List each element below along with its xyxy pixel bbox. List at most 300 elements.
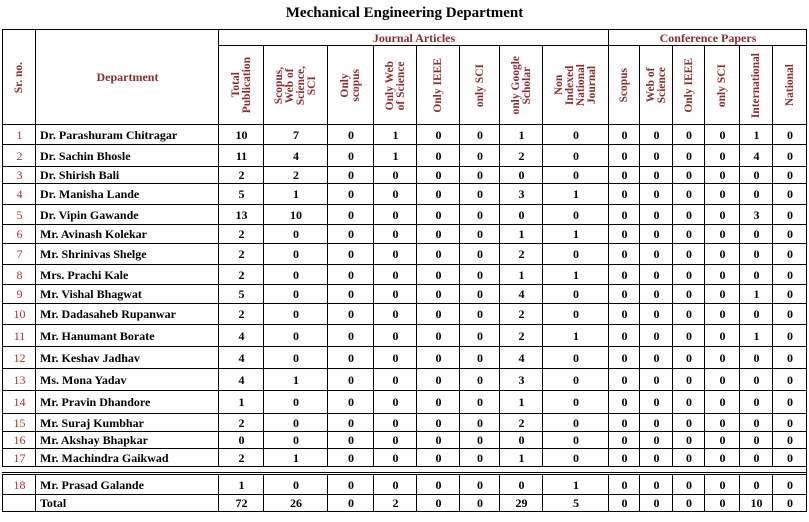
sr-no-cell: 3 — [2, 166, 36, 184]
value-cell: 0 — [772, 324, 807, 347]
value-cell: 0 — [327, 368, 374, 391]
value-cell: 0 — [373, 474, 417, 495]
value-cell: 0 — [639, 346, 673, 369]
sr-no-cell: 15 — [2, 413, 36, 432]
value-cell: 3 — [499, 183, 543, 205]
value-cell: 0 — [542, 243, 609, 265]
value-cell: 0 — [672, 474, 705, 495]
value-cell: 1 — [542, 264, 609, 285]
value-cell: 0 — [459, 243, 500, 265]
value-cell: 0 — [416, 346, 460, 369]
value-cell: 0 — [704, 224, 740, 244]
value-cell: 0 — [772, 431, 807, 449]
column-header — [608, 45, 640, 125]
value-cell: 0 — [263, 284, 328, 304]
sr-no-cell: 7 — [2, 243, 36, 265]
sr-no-cell: 6 — [2, 224, 36, 244]
value-cell: 0 — [739, 166, 773, 184]
total-value: 0 — [772, 494, 807, 512]
value-cell: 0 — [608, 303, 640, 325]
value-cell: 0 — [772, 224, 807, 244]
value-cell: 0 — [608, 243, 640, 265]
value-cell: 0 — [542, 124, 609, 145]
value-cell: 2 — [218, 224, 264, 244]
value-cell: 4 — [218, 324, 264, 347]
value-cell: 0 — [639, 144, 673, 167]
sr-no-header — [2, 29, 36, 125]
value-cell: 0 — [263, 390, 328, 414]
value-cell: 0 — [373, 324, 417, 347]
value-cell: 0 — [459, 284, 500, 304]
value-cell: 0 — [608, 284, 640, 304]
value-cell: 0 — [739, 413, 773, 432]
value-cell: 0 — [327, 144, 374, 167]
value-cell: 0 — [373, 224, 417, 244]
value-cell: 0 — [772, 474, 807, 495]
value-cell: 0 — [739, 368, 773, 391]
value-cell: 0 — [327, 224, 374, 244]
value-cell: 0 — [608, 413, 640, 432]
sr-no-cell: 8 — [2, 264, 36, 285]
value-cell: 2 — [499, 144, 543, 167]
table-border — [806, 29, 807, 511]
value-cell: 2 — [218, 166, 264, 184]
value-cell: 0 — [608, 431, 640, 449]
total-value: 0 — [327, 494, 374, 512]
sr-no-cell: 13 — [2, 368, 36, 391]
value-cell: 1 — [739, 284, 773, 304]
value-cell: 0 — [542, 204, 609, 225]
value-cell: 7 — [263, 124, 328, 145]
value-cell: 2 — [499, 303, 543, 325]
value-cell: 0 — [416, 144, 460, 167]
value-cell: 0 — [416, 303, 460, 325]
value-cell: 0 — [608, 144, 640, 167]
value-cell: 0 — [263, 413, 328, 432]
value-cell: 0 — [459, 204, 500, 225]
value-cell: 5 — [218, 183, 264, 205]
value-cell: 0 — [373, 390, 417, 414]
value-cell: 1 — [218, 390, 264, 414]
value-cell: 0 — [608, 448, 640, 467]
value-cell: 4 — [499, 346, 543, 369]
column-header-label: Only IEEE — [432, 58, 444, 113]
value-cell: 1 — [542, 224, 609, 244]
value-cell: 0 — [672, 303, 705, 325]
value-cell: 1 — [499, 224, 543, 244]
value-cell: 0 — [672, 183, 705, 205]
value-cell: 0 — [772, 166, 807, 184]
value-cell: 0 — [639, 303, 673, 325]
value-cell: 0 — [373, 166, 417, 184]
value-cell: 0 — [327, 243, 374, 265]
value-cell: 0 — [373, 368, 417, 391]
value-cell: 10 — [218, 124, 264, 145]
value-cell: 0 — [704, 431, 740, 449]
column-header — [218, 45, 264, 125]
value-cell: 0 — [608, 368, 640, 391]
value-cell: 0 — [327, 431, 374, 449]
value-cell: 0 — [704, 474, 740, 495]
value-cell: 0 — [499, 431, 543, 449]
value-cell: 0 — [327, 166, 374, 184]
value-cell: 0 — [542, 448, 609, 467]
value-cell: 0 — [739, 264, 773, 285]
sr-no-cell: 10 — [2, 303, 36, 325]
value-cell: 0 — [739, 346, 773, 369]
total-value: 0 — [459, 494, 500, 512]
value-cell: 0 — [704, 368, 740, 391]
column-header — [459, 45, 500, 125]
value-cell: 0 — [639, 431, 673, 449]
value-cell: 0 — [459, 124, 500, 145]
column-header — [416, 45, 460, 125]
value-cell: 0 — [327, 324, 374, 347]
column-header — [542, 45, 609, 125]
value-cell: 2 — [218, 243, 264, 265]
value-cell: 3 — [499, 368, 543, 391]
value-cell: 0 — [639, 183, 673, 205]
value-cell: 0 — [739, 183, 773, 205]
value-cell: 0 — [608, 324, 640, 347]
value-cell: 0 — [459, 346, 500, 369]
value-cell: 4 — [218, 346, 264, 369]
value-cell: 0 — [542, 431, 609, 449]
value-cell: 0 — [416, 204, 460, 225]
sr-no-cell: 18 — [2, 474, 36, 495]
value-cell: 0 — [327, 448, 374, 467]
value-cell: 0 — [459, 368, 500, 391]
value-cell: 0 — [373, 448, 417, 467]
value-cell: 4 — [218, 368, 264, 391]
value-cell: 0 — [373, 431, 417, 449]
value-cell: 0 — [459, 431, 500, 449]
value-cell: 0 — [459, 324, 500, 347]
column-header — [639, 45, 673, 125]
value-cell: 0 — [416, 166, 460, 184]
value-cell: 0 — [373, 284, 417, 304]
value-cell: 1 — [263, 183, 328, 205]
total-value: 5 — [542, 494, 609, 512]
value-cell: 0 — [542, 144, 609, 167]
value-cell: 0 — [672, 346, 705, 369]
column-header — [672, 45, 705, 125]
value-cell: 0 — [772, 243, 807, 265]
value-cell: 0 — [704, 324, 740, 347]
value-cell: 11 — [218, 144, 264, 167]
faculty-name: Dr. Manisha Lande — [35, 183, 219, 205]
value-cell: 2 — [218, 303, 264, 325]
column-header — [327, 45, 374, 125]
value-cell: 0 — [542, 346, 609, 369]
value-cell: 0 — [608, 264, 640, 285]
value-cell: 0 — [639, 390, 673, 414]
value-cell: 3 — [739, 204, 773, 225]
value-cell: 0 — [704, 413, 740, 432]
value-cell: 0 — [739, 243, 773, 265]
value-cell: 0 — [263, 224, 328, 244]
value-cell: 0 — [499, 166, 543, 184]
value-cell: 0 — [263, 474, 328, 495]
value-cell: 0 — [704, 166, 740, 184]
value-cell: 1 — [373, 144, 417, 167]
value-cell: 0 — [263, 303, 328, 325]
total-value: 72 — [218, 494, 264, 512]
value-cell: 0 — [704, 284, 740, 304]
value-cell: 0 — [459, 303, 500, 325]
column-header-label: International — [750, 52, 762, 119]
value-cell: 0 — [704, 448, 740, 467]
value-cell: 1 — [499, 390, 543, 414]
table-border — [2, 511, 807, 512]
value-cell: 0 — [542, 303, 609, 325]
value-cell: 0 — [639, 368, 673, 391]
value-cell: 1 — [263, 368, 328, 391]
value-cell: 0 — [263, 264, 328, 285]
value-cell: 0 — [672, 413, 705, 432]
value-cell: 0 — [416, 413, 460, 432]
sr-no-cell: 12 — [2, 346, 36, 369]
value-cell: 0 — [772, 346, 807, 369]
value-cell: 0 — [672, 224, 705, 244]
value-cell: 0 — [704, 243, 740, 265]
sr-no-cell: 14 — [2, 390, 36, 414]
faculty-name: Mr. Avinash Kolekar — [35, 224, 219, 244]
value-cell: 0 — [672, 264, 705, 285]
sr-no-cell: 2 — [2, 144, 36, 167]
value-cell: 0 — [772, 264, 807, 285]
value-cell: 0 — [459, 166, 500, 184]
faculty-name: Mr. Keshav Jadhav — [35, 346, 219, 369]
column-header-label: Non Indexed National Journal — [553, 64, 598, 107]
value-cell: 0 — [704, 390, 740, 414]
value-cell: 0 — [416, 324, 460, 347]
value-cell: 0 — [459, 448, 500, 467]
total-value: 0 — [639, 494, 673, 512]
value-cell: 4 — [499, 284, 543, 304]
value-cell: 1 — [218, 474, 264, 495]
faculty-name: Mr. Machindra Gaikwad — [35, 448, 219, 467]
column-header — [499, 45, 543, 125]
column-header — [772, 45, 807, 125]
faculty-name: Mr. Akshay Bhapkar — [35, 431, 219, 449]
value-cell: 0 — [772, 448, 807, 467]
value-cell: 0 — [704, 264, 740, 285]
value-cell: 0 — [672, 243, 705, 265]
value-cell: 0 — [263, 346, 328, 369]
column-header — [704, 45, 740, 125]
value-cell: 0 — [672, 144, 705, 167]
value-cell: 1 — [542, 474, 609, 495]
value-cell: 0 — [672, 284, 705, 304]
total-value: 29 — [499, 494, 543, 512]
section-divider — [2, 466, 807, 467]
total-label: Total — [35, 494, 219, 512]
value-cell: 0 — [218, 431, 264, 449]
value-cell: 0 — [608, 474, 640, 495]
value-cell: 0 — [416, 368, 460, 391]
value-cell: 0 — [327, 204, 374, 225]
total-value: 2 — [373, 494, 417, 512]
value-cell: 1 — [542, 183, 609, 205]
value-cell: 5 — [218, 284, 264, 304]
value-cell: 0 — [373, 413, 417, 432]
faculty-name: Mr. Dadasaheb Rupanwar — [35, 303, 219, 325]
value-cell: 0 — [499, 474, 543, 495]
value-cell: 0 — [772, 303, 807, 325]
value-cell: 0 — [263, 243, 328, 265]
value-cell: 0 — [672, 166, 705, 184]
value-cell: 0 — [639, 264, 673, 285]
value-cell: 0 — [772, 183, 807, 205]
column-header-label: Only scopus — [339, 69, 362, 102]
column-header — [739, 45, 773, 125]
value-cell: 0 — [608, 346, 640, 369]
value-cell: 0 — [459, 183, 500, 205]
value-cell: 2 — [499, 324, 543, 347]
journal-articles-header: Journal Articles — [218, 29, 609, 46]
value-cell: 1 — [542, 324, 609, 347]
total-value: 26 — [263, 494, 328, 512]
value-cell: 2 — [218, 264, 264, 285]
value-cell: 0 — [739, 390, 773, 414]
value-cell: 0 — [772, 204, 807, 225]
value-cell: 0 — [542, 284, 609, 304]
value-cell: 0 — [704, 183, 740, 205]
total-value: 0 — [416, 494, 460, 512]
faculty-name: Mr. Hanumant Borate — [35, 324, 219, 347]
faculty-name: Mr. Prasad Galande — [35, 474, 219, 495]
column-header-label: Scopus — [618, 68, 630, 103]
value-cell: 0 — [263, 431, 328, 449]
total-value: 0 — [608, 494, 640, 512]
value-cell: 0 — [704, 144, 740, 167]
value-cell: 0 — [542, 166, 609, 184]
value-cell: 0 — [704, 303, 740, 325]
value-cell: 0 — [373, 183, 417, 205]
value-cell: 0 — [542, 368, 609, 391]
value-cell: 1 — [499, 124, 543, 145]
value-cell: 0 — [739, 303, 773, 325]
value-cell: 0 — [327, 346, 374, 369]
column-header-label: only SCI — [716, 63, 728, 108]
faculty-name: Mr. Vishal Bhagwat — [35, 284, 219, 304]
faculty-name: Mr. Suraj Kumbhar — [35, 413, 219, 432]
column-header-label: Web of Science — [644, 67, 668, 104]
value-cell: 0 — [459, 224, 500, 244]
value-cell: 1 — [739, 124, 773, 145]
value-cell: 0 — [373, 303, 417, 325]
value-cell: 0 — [639, 284, 673, 304]
value-cell: 0 — [608, 166, 640, 184]
value-cell: 0 — [327, 303, 374, 325]
value-cell: 10 — [263, 204, 328, 225]
value-cell: 0 — [263, 324, 328, 347]
value-cell: 0 — [739, 431, 773, 449]
value-cell: 0 — [739, 448, 773, 467]
value-cell: 0 — [416, 448, 460, 467]
value-cell: 2 — [218, 448, 264, 467]
sr-no-cell: 1 — [2, 124, 36, 145]
value-cell: 1 — [499, 448, 543, 467]
value-cell: 0 — [459, 264, 500, 285]
column-header-label: only SCI — [473, 63, 486, 108]
value-cell: 0 — [416, 431, 460, 449]
value-cell: 0 — [416, 243, 460, 265]
value-cell: 0 — [772, 368, 807, 391]
value-cell: 2 — [499, 413, 543, 432]
value-cell: 4 — [739, 144, 773, 167]
column-header-label: Total Publication — [229, 57, 253, 114]
value-cell: 0 — [416, 224, 460, 244]
value-cell: 0 — [542, 413, 609, 432]
value-cell: 0 — [373, 204, 417, 225]
value-cell: 0 — [327, 474, 374, 495]
value-cell: 0 — [639, 224, 673, 244]
value-cell: 0 — [608, 183, 640, 205]
value-cell: 0 — [459, 474, 500, 495]
column-header — [263, 45, 328, 125]
value-cell: 1 — [263, 448, 328, 467]
value-cell: 0 — [672, 431, 705, 449]
sr-no-cell: 16 — [2, 431, 36, 449]
value-cell: 0 — [416, 284, 460, 304]
column-header — [373, 45, 417, 125]
value-cell: 0 — [704, 204, 740, 225]
value-cell: 1 — [373, 124, 417, 145]
column-header-label: only Google Scholar — [509, 56, 533, 115]
value-cell: 0 — [416, 124, 460, 145]
value-cell: 2 — [218, 413, 264, 432]
conference-papers-header: Conference Papers — [608, 29, 807, 46]
value-cell: 0 — [639, 204, 673, 225]
sr-no-cell: 5 — [2, 204, 36, 225]
value-cell: 0 — [459, 144, 500, 167]
value-cell: 1 — [739, 324, 773, 347]
faculty-name: Mr. Shrinivas Shelge — [35, 243, 219, 265]
value-cell: 0 — [772, 124, 807, 145]
value-cell: 0 — [639, 166, 673, 184]
value-cell: 0 — [459, 413, 500, 432]
faculty-name: Dr. Shirish Bali — [35, 166, 219, 184]
total-value: 10 — [739, 494, 773, 512]
sr-no-cell: 9 — [2, 284, 36, 304]
faculty-name: Ms. Mona Yadav — [35, 368, 219, 391]
value-cell: 4 — [263, 144, 328, 167]
value-cell: 0 — [639, 474, 673, 495]
value-cell: 0 — [639, 324, 673, 347]
value-cell: 0 — [772, 144, 807, 167]
value-cell: 0 — [608, 224, 640, 244]
faculty-name: Dr. Sachin Bhosle — [35, 144, 219, 167]
value-cell: 0 — [772, 390, 807, 414]
faculty-name: Dr. Parashuram Chitragar — [35, 124, 219, 145]
value-cell: 0 — [704, 124, 740, 145]
total-value: 0 — [704, 494, 740, 512]
value-cell: 0 — [639, 448, 673, 467]
value-cell: 0 — [327, 413, 374, 432]
value-cell: 0 — [416, 183, 460, 205]
value-cell: 0 — [459, 390, 500, 414]
value-cell: 0 — [772, 284, 807, 304]
value-cell: 0 — [739, 474, 773, 495]
faculty-name: Mr. Pravin Dhandore — [35, 390, 219, 414]
sr-no-header-label: Sr. no. — [13, 61, 25, 94]
total-sr-cell — [2, 494, 36, 512]
value-cell: 0 — [672, 324, 705, 347]
value-cell: 0 — [672, 390, 705, 414]
value-cell: 0 — [327, 183, 374, 205]
